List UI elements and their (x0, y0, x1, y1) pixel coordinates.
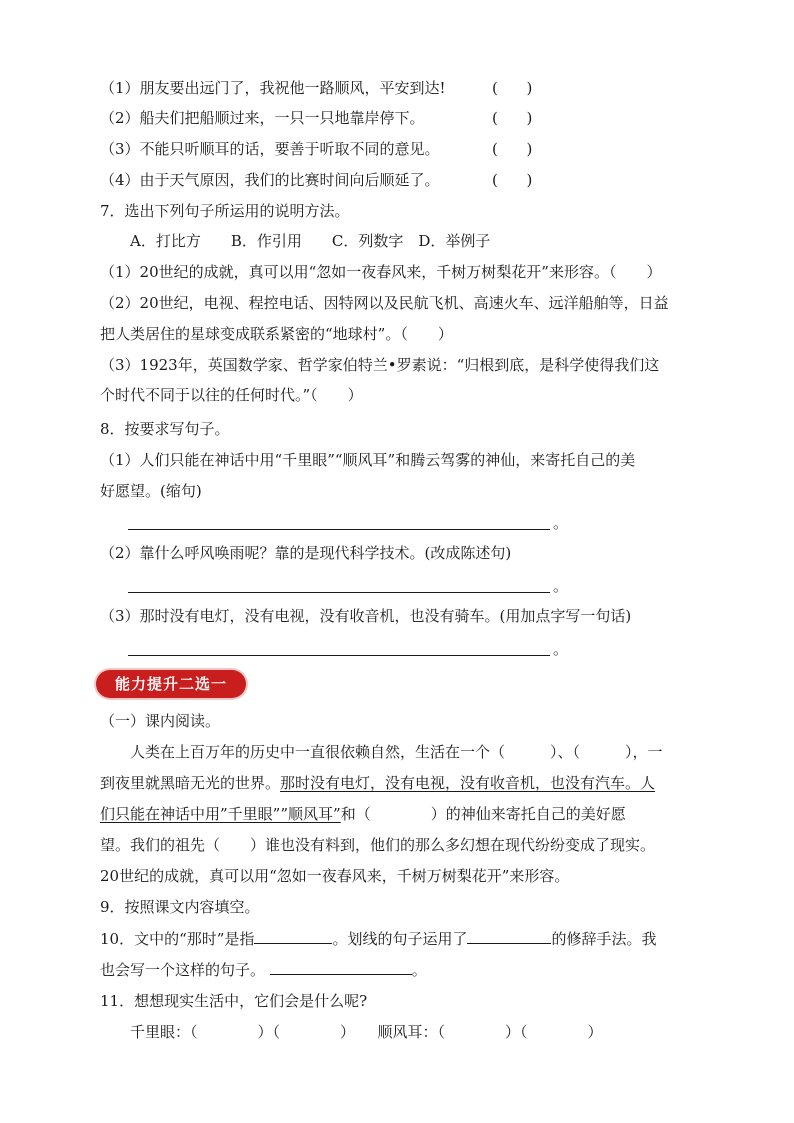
q8-answer-period-1: 。 (553, 514, 569, 532)
passage-line-5: 20世纪的成就，真可以用“忽如一夜春风来，千树万树梨花开”来形容。 (100, 867, 570, 885)
q10-line-1 (100, 929, 656, 949)
q8-item-1-line-2: 好愿望。(缩句) (100, 482, 202, 500)
q6-answer-paren-1[interactable]: ( ) (492, 79, 533, 97)
passage-line-1: 人类在上百万年的历史中一直很依赖自然，生活在一个（ ）、（ ），一 (100, 743, 663, 761)
section-badge: 能力提升二选一 (96, 670, 246, 698)
section-subtitle: （一）课内阅读。 (100, 712, 221, 730)
q6-answer-paren-4[interactable]: ( ) (492, 171, 533, 189)
q8-answer-period-3: 。 (553, 640, 569, 658)
q8-answer-line-2[interactable] (128, 591, 550, 593)
q7-options: A．打比方 B．作引用 C．列数字 D．举例子 (130, 232, 491, 250)
q10-text-d: 也会写一个这样的句子。 (100, 961, 266, 979)
q8-answer-line-1[interactable] (128, 528, 550, 530)
q7-item-2-line-2: 把人类居住的星球变成联系紧密的“地球村”。（ ） (100, 325, 453, 343)
q6-answer-paren-2[interactable]: ( ) (492, 109, 533, 127)
q6-answer-paren-3[interactable]: ( ) (492, 140, 533, 158)
q10-text-b: 。划线的句子运用了 (332, 930, 468, 948)
q10-text-c: 的修辞手法。我 (551, 930, 657, 948)
q7-item-2-line-1: （2）20世纪，电视、程控电话、因特网以及民航飞机、高速火车、远洋船舶等，日益 (100, 294, 669, 312)
q6-item-1: （1）朋友要出远门了，我祝他一路顺风，平安到达! (100, 79, 446, 97)
q8-item-3: （3）那时没有电灯，没有电视，没有收音机，也没有骑车。(用加点字写一句话) (100, 607, 632, 625)
q10-line-2 (100, 960, 427, 980)
q10-blank-1[interactable] (254, 929, 332, 944)
passage-underlined-sentence-part-2: 们只能在神话中用”千里眼””顺风耳” (100, 805, 341, 823)
passage-line-3-text: 和（ ）的神仙来寄托自己的美好愿 (340, 805, 626, 823)
q11-title: 11．想想现实生活中，它们会是什么呢? (100, 992, 368, 1010)
q10-text-e: 。 (411, 961, 427, 979)
passage-line-2 (100, 773, 655, 793)
passage-line-2-text: 到夜里就黑暗无光的世界。 (100, 774, 281, 792)
passage-underlined-sentence-part-1: 那时没有电灯，没有电视，没有收音机，也没有汽车。人 (280, 774, 656, 792)
q7-title: 7．选出下列句子所运用的说明方法。 (100, 202, 350, 220)
q6-item-2: （2）船夫们把船顺过来，一只一只地靠岸停下。 (100, 109, 425, 127)
q7-item-3-line-1: （3）1923年，英国数学家、哲学家伯特兰•罗素说：“归根到底，是科学使得我们这 (100, 356, 660, 374)
q10-text-a: 10．文中的“那时”是指 (100, 930, 255, 948)
q8-answer-period-2: 。 (553, 577, 569, 595)
q6-item-3: （3）不能只听顺耳的话，要善于听取不同的意见。 (100, 140, 440, 158)
q11-answer-line[interactable]: 千里眼：（ ）（ ） 顺风耳：（ ）（ ） (130, 1023, 603, 1041)
passage-line-4: 望。我们的祖先（ ）谁也没有料到，他们的那么多幻想在现代纷纷变成了现实。 (100, 836, 656, 854)
q7-item-3-line-2: 个时代不同于以往的任何时代。”（ ） (100, 386, 363, 404)
q6-item-4: （4）由于天气原因，我们的比赛时间向后顺延了。 (100, 171, 440, 189)
q8-title: 8．按要求写句子。 (100, 420, 230, 438)
q8-item-2: （2）靠什么呼风唤雨呢？靠的是现代科学技术。(改成陈述句) (100, 544, 512, 562)
passage-line-3 (100, 804, 626, 824)
q10-blank-2[interactable] (467, 929, 551, 944)
q7-item-1: （1）20世纪的成就，真可以用“忽如一夜春风来，千树万树梨花开”来形容。（ ） (100, 263, 662, 281)
q8-answer-line-3[interactable] (128, 654, 550, 656)
q9-title: 9．按照课文内容填空。 (100, 898, 260, 916)
q10-blank-3[interactable] (270, 960, 412, 975)
q8-item-1-line-1: （1）人们只能在神话中用“千里眼”“顺风耳”和腾云驾雾的神仙，来寄托自己的美 (100, 451, 636, 469)
